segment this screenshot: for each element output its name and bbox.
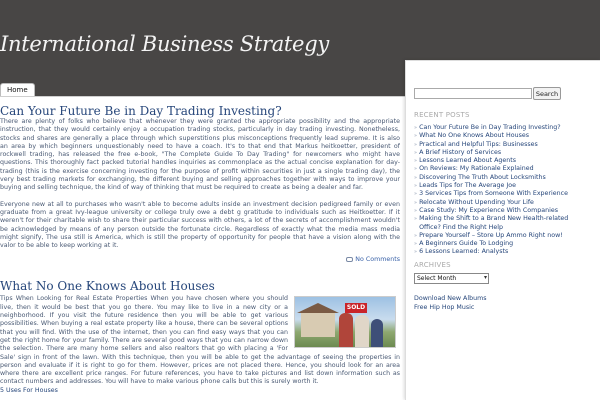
bullet-icon: » [414,133,418,140]
recent-post-item[interactable] [414,215,597,223]
recent-post-label: Discovering The Truth About Locksmiths [419,173,546,181]
recent-post-label: Lessons Learned About Agents [419,157,517,165]
person-figure [355,315,369,348]
recent-posts-list [414,124,597,257]
recent-post-item[interactable] [414,240,597,248]
recent-post-label: Case Study: My Experience With Companies [419,206,559,214]
recent-post-item[interactable] [414,141,597,149]
bullet-icon: » [414,199,418,206]
site-title[interactable]: International Business Strategy [0,32,329,56]
recent-post-label: What No One Knows About Houses [419,132,530,140]
recent-post-label: Can Your Future Be in Day Trading Investing? [419,124,561,131]
recent-post-item[interactable] [414,149,597,157]
post-footer-link[interactable]: 5 Uses For Houses [0,386,58,394]
recent-post-label: Prepare Yourself – Store Up Ammo Right now! [419,231,563,239]
recent-post-label: A Beginners Guide To Lodging [419,240,514,248]
roof-shape [297,303,339,313]
comments-label: No Comments [355,256,400,264]
house-shape [301,311,335,337]
recent-post-item[interactable] [414,224,597,232]
post-body [0,118,400,250]
house-photo [294,296,396,348]
bullet-icon: » [414,232,418,239]
sold-sign: SOLD [346,304,366,312]
recent-post-item[interactable] [414,124,597,132]
comments-link[interactable] [0,256,400,263]
post-paragraph: Everyone new at all to purchases who wasn't able to become adults inside an investment decision pedigreed family or even graduate from a great Ivy-league university or college truly owe a debt g gratitude to individuals such as Heitkoetter. If it weren't for their charitable wish to share their particular success with others, a lot of the secrets of accomplishment wouldn't be acknowledged by means of any person outside the fortunate circle. Regardless of exactly what the media mass media might signify, The usa still is America, which is still the property of opportunity for people that have a vision along with the valor to be able to keep working at it. [0,200,400,250]
post-paragraph: There are plenty of folks who believe that whenever they were granted the appropriate possibility and the appropriate instruction, that they would certainly enjoy a occupation trading stocks, particularly in day trading investing. Nonetheless, stocks and shares are generally a place through which superstitions plus misconceptions frequently lead supreme. It is also an area by which beginners unquestionably need to have a coach. It's to that end that Markus heitkoetter, president of rockwell trading, has released the free e-book, "The Complete Guide To Day Trading" for newcomers who might have questions. This thoroughly fact packed tutorial handles inquiries as commonplace as the actual concise explanation for day-trading (this is the exercise concerning investing for the purpose of profit within securities in just a single trading day), the very best trading markets for exchanging, the different buying and selling approaches together with ways to improve your buying and selling technique, the kind of way of thinking that must be required to create as being a dealer and far. [0,118,400,192]
bullet-icon: » [414,125,418,131]
recent-post-label: On Reviews: My Rationale Explained [419,165,534,173]
recent-post-item[interactable] [414,157,597,165]
recent-post-item[interactable] [414,174,597,182]
bullet-icon: » [414,207,418,214]
bullet-icon: » [414,216,418,223]
post-body [0,295,400,395]
archives-select[interactable] [414,273,489,284]
recent-post-label: Relocate Without Upending Your Life [419,198,534,206]
recent-post-item[interactable] [414,232,597,240]
nav-tab-home[interactable]: Home [0,83,35,97]
recent-post-item[interactable] [414,190,597,198]
chevron-down-icon: ▾ [483,274,487,281]
recent-post-label: Practical and Helpful Tips: Businesses [419,140,538,148]
search-input[interactable] [414,88,532,99]
recent-post-item[interactable] [414,182,597,190]
recent-post-item[interactable] [414,207,597,215]
post-title[interactable]: Can Your Future Be in Day Trading Investing? [0,104,282,118]
sidebar-link[interactable]: Download New Albums [414,295,487,302]
person-figure [371,319,383,348]
post-paragraph: Tips When Looking for Real Estate Properties When you have chosen where you should live, then it would be best that you go there. You may like to live in a new city or a neighborhood. If you visit the future residence then you will be able to get various possibilities. When buying a real estate property like a house, there can be several options that you will find. With the use of the internet, then you can find easy ways that you can get the right home for your family. There are several good ways that you can narrow down the selection. There are many home sellers and also realtors that go with placing a 'For Sale' sign in front of the lawn. With this technique, then you will be able to get the advantage of seeing the properties in person and evaluate if it is right to go for them. However, prices are not placed there. Hence, you should look for an area where there are excellent price ranges. For future references, you have to take pictures and list down information such as contact numbers and addresses. You will have to make various phone calls but this is surely worth it. [0,295,400,386]
recent-post-item[interactable] [414,248,597,256]
post-1 [0,104,400,263]
recent-post-label: 3 Services Tips from Someone With Experience [419,190,568,198]
bullet-icon: » [414,191,418,198]
sidebar [405,60,600,400]
recent-post-item[interactable] [414,132,597,140]
recent-post-item[interactable] [414,165,597,173]
archives-heading: ARCHIVES [414,261,451,269]
post-2 [0,279,400,395]
bullet-icon: » [414,141,418,148]
comment-icon [346,257,353,262]
nav-divider [0,96,405,97]
recent-post-label: Making the Shift to a Brand New Health-related [419,215,569,223]
bullet-icon: » [414,249,418,256]
recent-post-label: 6 Lessons Learned: Analysts [419,248,509,256]
person-figure [339,313,353,348]
main-content [0,104,400,400]
bullet-icon: » [414,183,418,190]
bullet-icon: » [414,241,418,248]
recent-post-item[interactable] [414,199,597,207]
bullet-icon: » [414,174,418,181]
recent-post-label: Leads Tips for The Average Joe [419,182,516,190]
sidebar-link[interactable]: Free Hip Hop Music [414,304,475,311]
bullet-icon: » [414,158,418,165]
bullet-icon: » [414,166,418,173]
recent-post-label: Office? Find the Right Help [419,223,503,231]
archives-selected-value: Select Month [417,275,457,282]
post-title[interactable]: What No One Knows About Houses [0,279,215,294]
search-button[interactable]: Search [533,87,561,100]
bullet-icon: » [414,149,418,156]
recent-post-label: A Brief History of Services [419,148,502,156]
recent-posts-heading: RECENT POSTS [414,111,470,119]
